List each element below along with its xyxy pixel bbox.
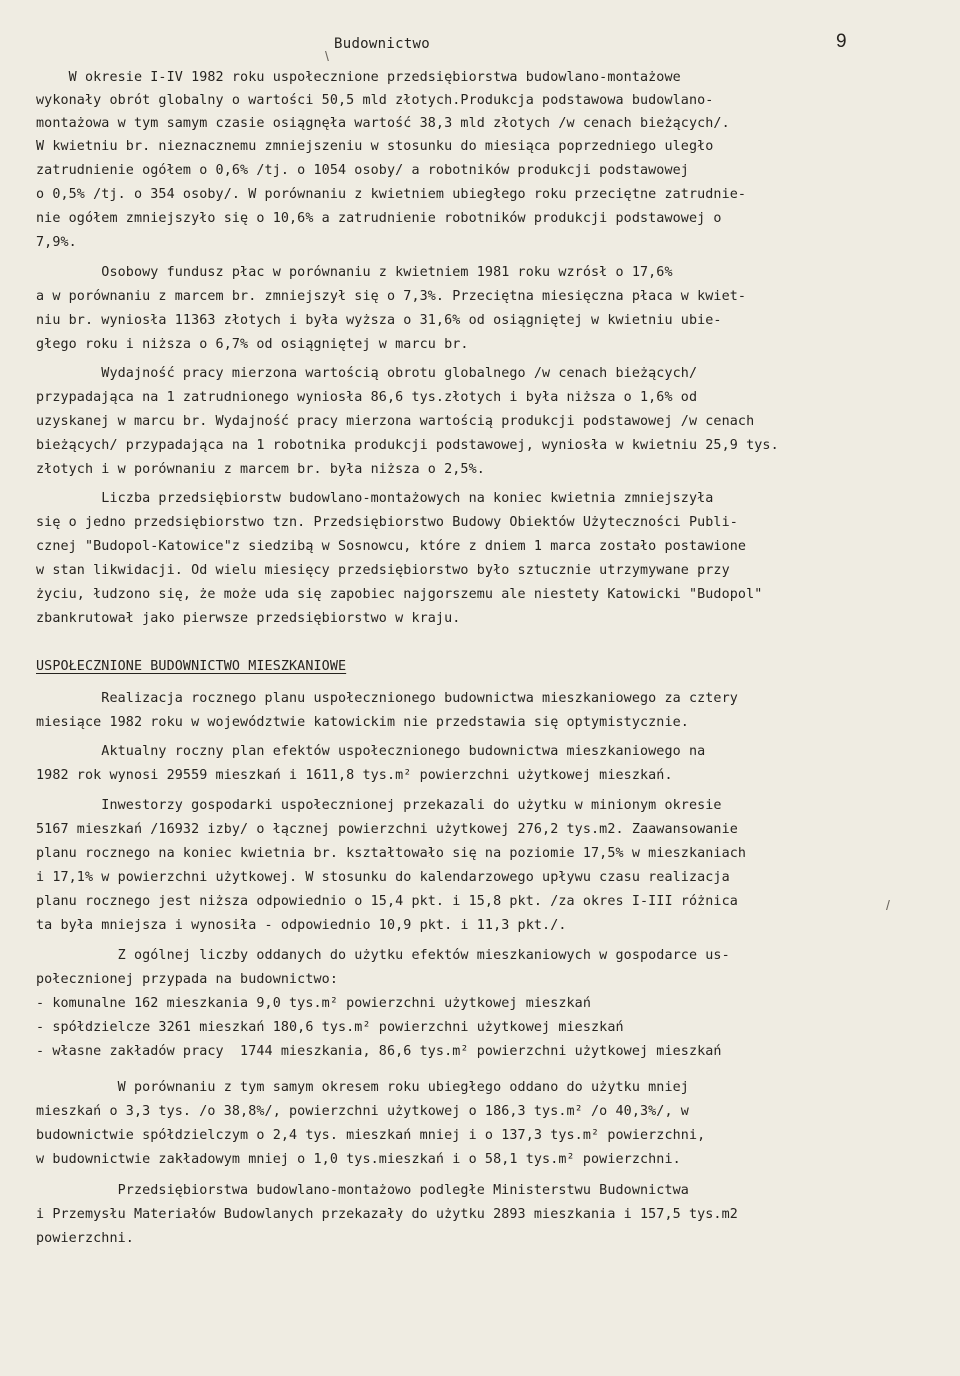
text-line: a w porównaniu z marcem br. zmniejszył się o 7,3%. Przeciętna miesięczna płaca w kwiet- bbox=[36, 289, 747, 304]
pen-mark: \ bbox=[325, 48, 329, 64]
list-item: - własne zakładów pracy 1744 mieszkania, 86,6 tys.m² powierzchni użytkowej mieszkań bbox=[36, 1044, 722, 1059]
text-line: Z ogólnej liczby oddanych do użytku efektów mieszkaniowych w gospodarce us- bbox=[36, 948, 730, 963]
text-line: planu rocznego na koniec kwietnia br. kształtowało się na poziomie 17,5% w mieszkaniach bbox=[36, 846, 747, 861]
list-item: - komunalne 162 mieszkania 9,0 tys.m² powierzchni użytkowej mieszkań bbox=[36, 996, 592, 1011]
text-line: zatrudnienie ogółem o 0,6% /tj. o 1054 osoby/ a robotników produkcji podstawowej bbox=[36, 163, 689, 178]
text-line: powierzchni. bbox=[36, 1231, 134, 1246]
text-line: Osobowy fundusz płac w porównaniu z kwietniem 1981 roku wzrósł o 17,6% bbox=[36, 265, 673, 280]
text-line: życiu, łudzono się, że może uda się zapobiec najgorszemu ale niestety Katowicki "Budopol" bbox=[36, 587, 763, 602]
text-line: Inwestorzy gospodarki uspołecznionej przekazali do użytku w minionym okresie bbox=[36, 798, 722, 813]
section-heading: USPOŁECZNIONE BUDOWNICTWO MIESZKANIOWE bbox=[36, 659, 347, 674]
text-line: i 17,1% w powierzchni użytkowej. W stosunku do kalendarzowego upływu czasu realizacja bbox=[36, 870, 730, 885]
text-line: nie ogółem zmniejszyło się o 10,6% a zatrudnienie robotników produkcji podstawowej o bbox=[36, 211, 722, 226]
text-line: Przedsiębiorstwa budowlano-montażowo podległe Ministerstwu Budownictwa bbox=[36, 1183, 689, 1198]
list-item: - spółdzielcze 3261 mieszkań 180,6 tys.m² powierzchni użytkowej mieszkań bbox=[36, 1020, 624, 1035]
text-line: uzyskanej w marcu br. Wydajność pracy mierzona wartością produkcji podstawowej /w cenach bbox=[36, 414, 755, 429]
text-line: cznej "Budopol-Katowice"z siedzibą w Sosnowcu, które z dniem 1 marca zostało postawione bbox=[36, 539, 747, 554]
text-line: przypadająca na 1 zatrudnionego wyniosła 86,6 tys.złotych i była niższa o 1,6% od bbox=[36, 390, 698, 405]
text-line: 1982 rok wynosi 29559 mieszkań i 1611,8 tys.m² powierzchni użytkowej mieszkań. bbox=[36, 768, 673, 783]
text-line: 5167 mieszkań /16932 izby/ o łącznej powierzchni użytkowej 276,2 tys.m2. Zaawansowanie bbox=[36, 822, 738, 837]
text-line: W kwietniu br. nieznacznemu zmniejszeniu w stosunku do miesiąca poprzedniego uległo bbox=[36, 139, 714, 154]
text-line: połecznionej przypada na budownictwo: bbox=[36, 972, 338, 987]
text-line: niu br. wyniosła 11363 złotych i była wyższa o 31,6% od osiągniętej w kwietniu ubie- bbox=[36, 313, 722, 328]
text-line: planu rocznego jest niższa odpowiednio o 15,4 pkt. i 15,8 pkt. /za okres I-III różnica bbox=[36, 894, 738, 909]
text-line: Liczba przedsiębiorstw budowlano-montażowych na koniec kwietnia zmniejszyła bbox=[36, 491, 714, 506]
text-line: w budownictwie zakładowym mniej o 1,0 tys.mieszkań i o 58,1 tys.m² powierzchni. bbox=[36, 1152, 681, 1167]
text-line: głego roku i niższa o 6,7% od osiągniętej w marcu br. bbox=[36, 337, 469, 352]
text-line: montażowa w tym samym czasie osiągnęła wartość 38,3 mld złotych /w cenach bieżących/. bbox=[36, 116, 730, 131]
text-line: złotych i w porównaniu z marcem br. była niższa o 2,5%. bbox=[36, 462, 485, 477]
text-line: się o jedno przedsiębiorstwo tzn. Przedsiębiorstwo Budowy Obiektów Użyteczności Publi- bbox=[36, 515, 738, 530]
text-line: Realizacja rocznego planu uspołecznionego budownictwa mieszkaniowego za cztery bbox=[36, 691, 738, 706]
text-line: ta była mniejsza i wynosiła - odpowiednio 10,9 pkt. i 11,3 pkt./. bbox=[36, 918, 567, 933]
text-line: i Przemysłu Materiałów Budowlanych przekazały do użytku 2893 mieszkania i 157,5 tys.m2 bbox=[36, 1207, 738, 1222]
text-line: o 0,5% /tj. o 354 osoby/. W porównaniu z kwietniem ubiegłego roku przeciętne zatrudnie- bbox=[36, 187, 747, 202]
pen-mark: / bbox=[886, 897, 890, 913]
text-line: bieżących/ przypadająca na 1 robotnika produkcji podstawowej, wyniosła w kwietniu 25,9 tys. bbox=[36, 438, 779, 453]
text-line: Wydajność pracy mierzona wartością obrotu globalnego /w cenach bieżących/ bbox=[36, 366, 698, 381]
text-line: wykonały obrót globalny o wartości 50,5 mld złotych.Produkcja podstawowa budowlano- bbox=[36, 93, 714, 108]
text-line: W porównaniu z tym samym okresem roku ubiegłego oddano do użytku mniej bbox=[36, 1080, 689, 1095]
running-header: Budownictwo bbox=[334, 36, 431, 52]
text-line: W okresie I-IV 1982 roku uspołecznione przedsiębiorstwa budowlano-montażowe bbox=[36, 70, 681, 85]
text-line: budownictwie spółdzielczym o 2,4 tys. mieszkań mniej i o 137,3 tys.m² powierzchni, bbox=[36, 1128, 706, 1143]
text-line: zbankrutował jako pierwsze przedsiębiorstwo w kraju. bbox=[36, 611, 461, 626]
text-line: Aktualny roczny plan efektów uspołecznionego budownictwa mieszkaniowego na bbox=[36, 744, 706, 759]
text-line: 7,9%. bbox=[36, 235, 77, 250]
text-line: mieszkań o 3,3 tys. /o 38,8%/, powierzchni użytkowej o 186,3 tys.m² /o 40,3%/, w bbox=[36, 1104, 689, 1119]
text-line: miesiące 1982 roku w województwie katowickim nie przedstawia się optymistycznie. bbox=[36, 715, 689, 730]
page-number: 9 bbox=[836, 31, 847, 52]
text-line: w stan likwidacji. Od wielu miesięcy przedsiębiorstwo było sztucznie utrzymywane przy bbox=[36, 563, 730, 578]
